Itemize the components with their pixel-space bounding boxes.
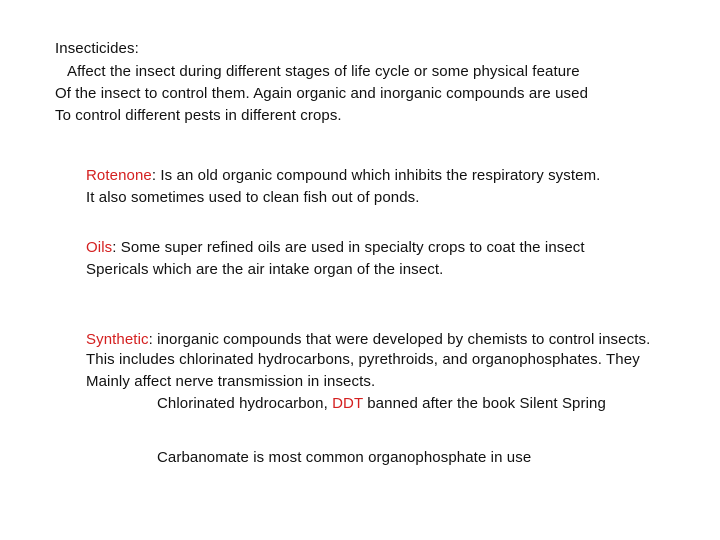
oils-term: Oils [86, 239, 113, 256]
intro-line-3: To control different pests in different crops. [55, 107, 342, 124]
intro-title: Insecticides: [55, 40, 139, 57]
ddt-term: DDT [332, 395, 363, 412]
oils-line-2: Spericals which are the air intake organ of the insect. [86, 261, 444, 278]
synthetic-line-3: Mainly affect nerve transmission in insects. [86, 373, 376, 390]
oils-description: : Some super refined oils are used in specialty crops to coat the insect [112, 239, 585, 256]
ddt-prefix: Chlorinated hydrocarbon, [157, 395, 333, 412]
rotenone-description: : Is an old organic compound which inhibits the respiratory system. [151, 167, 601, 184]
carbanomate-line: Carbanomate is most common organophosphate in use [157, 449, 532, 466]
oils-line-1 [86, 237, 585, 259]
synthetic-description: : inorganic compounds that were developed by chemists to control insects. [148, 331, 651, 348]
synthetic-term: Synthetic [86, 331, 149, 348]
intro-line-1: Affect the insect during different stages of life cycle or some physical feature [67, 63, 580, 80]
intro-line-2: Of the insect to control them. Again organic and inorganic compounds are used [55, 85, 589, 102]
rotenone-line-1 [86, 165, 600, 187]
synthetic-line-1 [86, 329, 650, 351]
rotenone-line-2: It also sometimes used to clean fish out of ponds. [86, 189, 420, 206]
rotenone-term: Rotenone [86, 167, 152, 184]
ddt-suffix: banned after the book Silent Spring [362, 395, 606, 412]
ddt-line [157, 393, 606, 415]
synthetic-line-2: This includes chlorinated hydrocarbons, pyrethroids, and organophosphates. They [86, 351, 640, 368]
